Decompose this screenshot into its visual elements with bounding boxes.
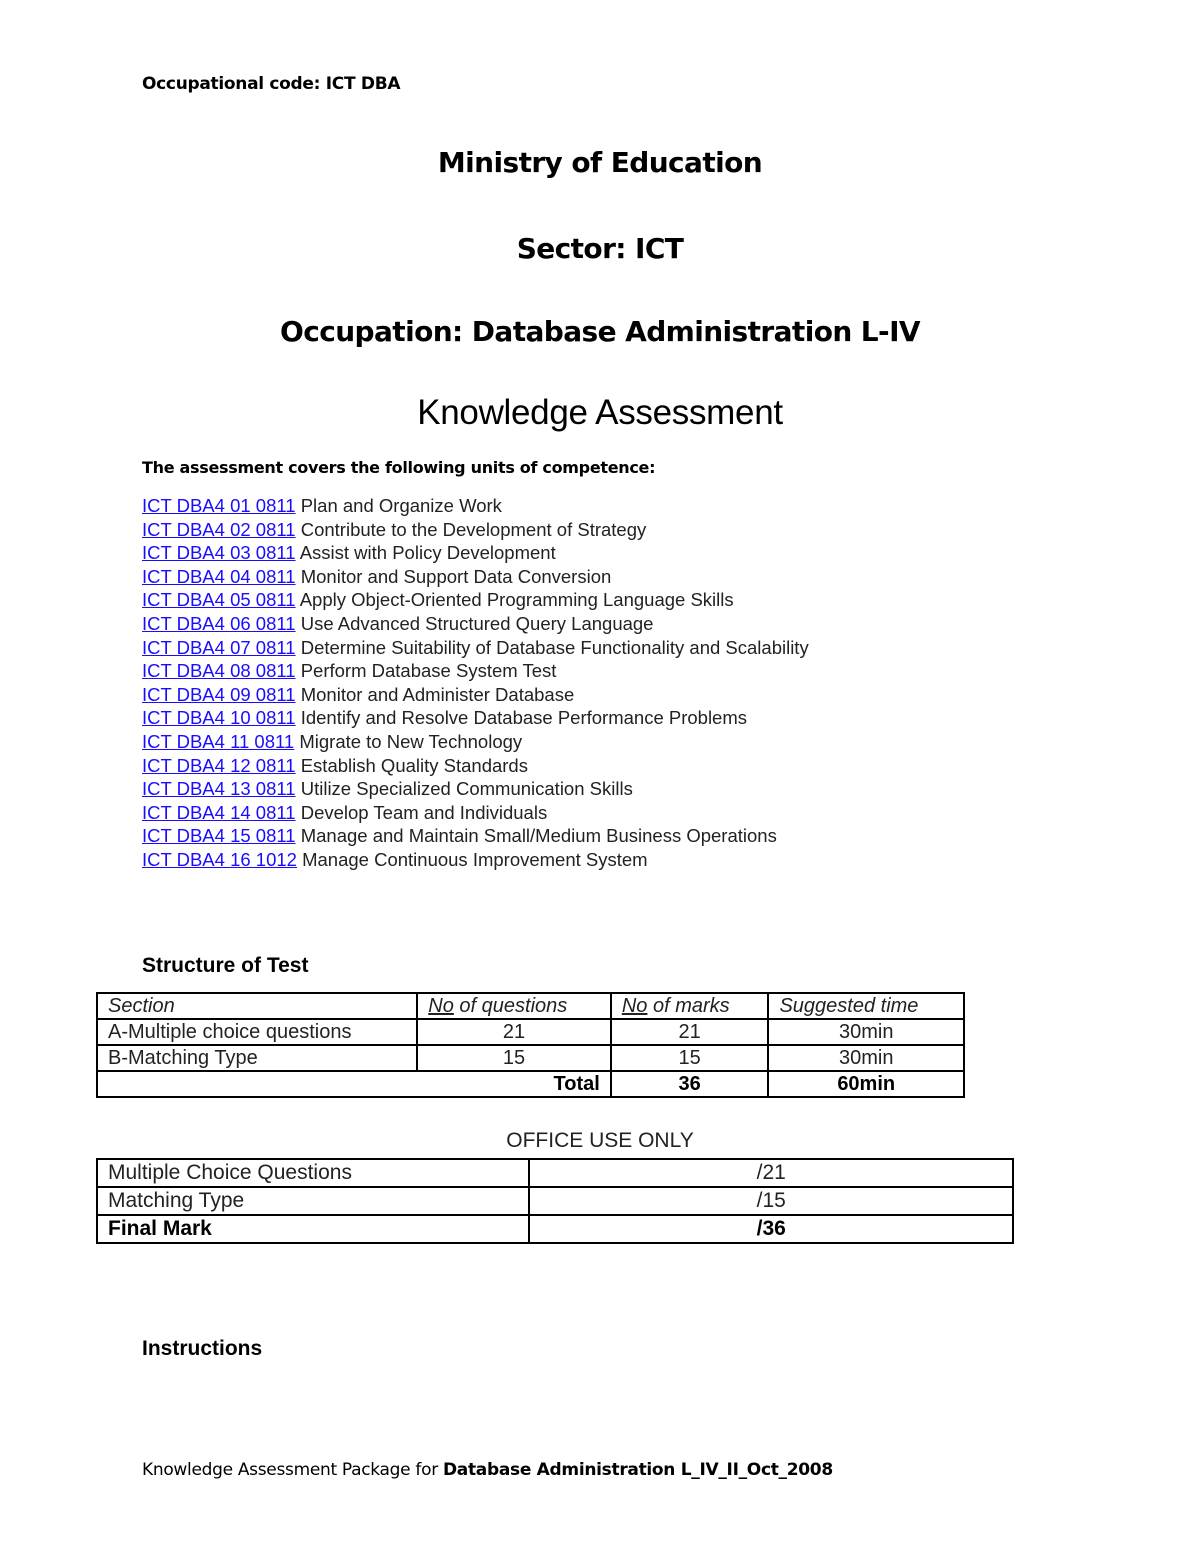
assessment-title: Knowledge Assessment — [417, 393, 783, 432]
list-item — [142, 801, 809, 825]
list-item — [142, 494, 809, 518]
footer-bold: Database Administration L_IV_II_Oct_2008 — [442, 1460, 833, 1480]
unit-title: Manage and Maintain Small/Medium Business Operations — [300, 825, 777, 847]
unit-title: Plan and Organize Work — [300, 495, 502, 516]
total-row — [97, 1071, 964, 1097]
unit-code-link[interactable]: ICT DBA4 10 0811 — [142, 707, 296, 729]
units-list — [142, 494, 809, 872]
unit-code-link[interactable]: ICT DBA4 05 0811 — [142, 589, 296, 611]
list-item — [142, 612, 809, 636]
occupation-title: Occupation: Database Administration L-IV — [280, 315, 920, 348]
row-marks: 15 — [611, 1045, 769, 1071]
total-label: Total — [97, 1071, 611, 1097]
list-item — [142, 541, 809, 565]
row-marks: 21 — [611, 1019, 769, 1045]
office-score: /15 — [529, 1187, 1013, 1215]
unit-title: Perform Database System Test — [300, 660, 557, 682]
ministry-title: Ministry of Education — [437, 146, 763, 179]
unit-title: Utilize Specialized Communication Skills — [300, 778, 633, 800]
final-mark-label: Final Mark — [97, 1215, 529, 1243]
col-questions — [417, 993, 611, 1019]
final-mark-score: /36 — [529, 1215, 1013, 1243]
list-item — [142, 683, 809, 707]
row-section: A-Multiple choice questions — [97, 1019, 417, 1045]
list-item — [142, 565, 809, 589]
col-marks — [611, 993, 769, 1019]
unit-title: Apply Object-Oriented Programming Language Skills — [299, 589, 734, 611]
unit-title: Contribute to the Development of Strategy — [300, 518, 647, 540]
unit-title: Identify and Resolve Database Performance Problems — [300, 707, 748, 729]
unit-title: Establish Quality Standards — [300, 754, 528, 776]
unit-title: Use Advanced Structured Query Language — [300, 612, 654, 634]
unit-code-link[interactable]: ICT DBA4 01 0811 — [142, 495, 296, 516]
office-label: Multiple Choice Questions — [97, 1159, 529, 1187]
unit-code-link[interactable]: ICT DBA4 08 0811 — [142, 660, 296, 682]
unit-title: Develop Team and Individuals — [300, 801, 548, 823]
unit-code-link[interactable]: ICT DBA4 11 0811 — [142, 730, 295, 752]
unit-title: Determine Suitability of Database Functionality and Scalability — [300, 636, 809, 658]
table-row — [97, 1187, 1013, 1215]
row-time: 30min — [768, 1019, 964, 1045]
col-section: Section — [97, 993, 417, 1019]
col-questions-rest: of questions — [453, 995, 568, 1017]
list-item — [142, 588, 809, 612]
sector-title: Sector: ICT — [516, 232, 684, 265]
list-item — [142, 754, 809, 778]
final-mark-row — [97, 1215, 1013, 1243]
unit-code-link[interactable]: ICT DBA4 02 0811 — [142, 518, 296, 540]
office-use-table — [96, 1158, 1014, 1244]
unit-code-link[interactable]: ICT DBA4 07 0811 — [142, 636, 296, 658]
total-time: 60min — [768, 1071, 964, 1097]
total-marks: 36 — [611, 1071, 769, 1097]
page-footer — [142, 1460, 833, 1480]
col-questions-no: No — [428, 995, 454, 1017]
units-intro: The assessment covers the following units of competence: — [142, 458, 656, 477]
unit-title: Monitor and Support Data Conversion — [300, 565, 612, 587]
unit-code-link[interactable]: ICT DBA4 04 0811 — [142, 565, 296, 587]
unit-code-link[interactable]: ICT DBA4 09 0811 — [142, 683, 296, 705]
col-marks-no: No — [621, 995, 648, 1017]
row-questions: 15 — [417, 1045, 611, 1071]
unit-code-link[interactable]: ICT DBA4 15 0811 — [142, 825, 296, 847]
list-item — [142, 518, 809, 542]
col-marks-rest: of marks — [647, 995, 730, 1017]
unit-code-link[interactable]: ICT DBA4 12 0811 — [142, 754, 296, 776]
unit-code-link[interactable]: ICT DBA4 06 0811 — [142, 612, 296, 634]
unit-title: Monitor and Administer Database — [300, 683, 575, 705]
footer-prefix: Knowledge Assessment Package for — [142, 1460, 443, 1480]
unit-code-link[interactable]: ICT DBA4 14 0811 — [142, 801, 296, 823]
list-item — [142, 824, 809, 848]
office-label: Matching Type — [97, 1187, 529, 1215]
list-item — [142, 659, 809, 683]
structure-heading: Structure of Test — [142, 954, 309, 977]
list-item — [142, 636, 809, 660]
structure-table — [96, 992, 965, 1098]
row-time: 30min — [768, 1045, 964, 1071]
structure-header-row — [97, 993, 964, 1019]
list-item — [142, 777, 809, 801]
col-time: Suggested time — [768, 993, 964, 1019]
unit-title: Assist with Policy Development — [299, 542, 556, 564]
unit-title: Migrate to New Technology — [299, 730, 523, 752]
office-use-title: OFFICE USE ONLY — [506, 1129, 694, 1152]
unit-code-link[interactable]: ICT DBA4 16 1012 — [142, 848, 297, 870]
occupational-code: Occupational code: ICT DBA — [142, 74, 401, 94]
list-item — [142, 848, 809, 872]
unit-title: Manage Continuous Improvement System — [302, 848, 648, 870]
list-item — [142, 730, 809, 754]
unit-code-link[interactable]: ICT DBA4 03 0811 — [142, 542, 296, 564]
office-score: /21 — [529, 1159, 1013, 1187]
unit-code-link[interactable]: ICT DBA4 13 0811 — [142, 778, 296, 800]
table-row — [97, 1019, 964, 1045]
instructions-heading: Instructions — [142, 1337, 263, 1360]
table-row — [97, 1159, 1013, 1187]
row-questions: 21 — [417, 1019, 611, 1045]
list-item — [142, 706, 809, 730]
table-row — [97, 1045, 964, 1071]
row-section: B-Matching Type — [97, 1045, 417, 1071]
